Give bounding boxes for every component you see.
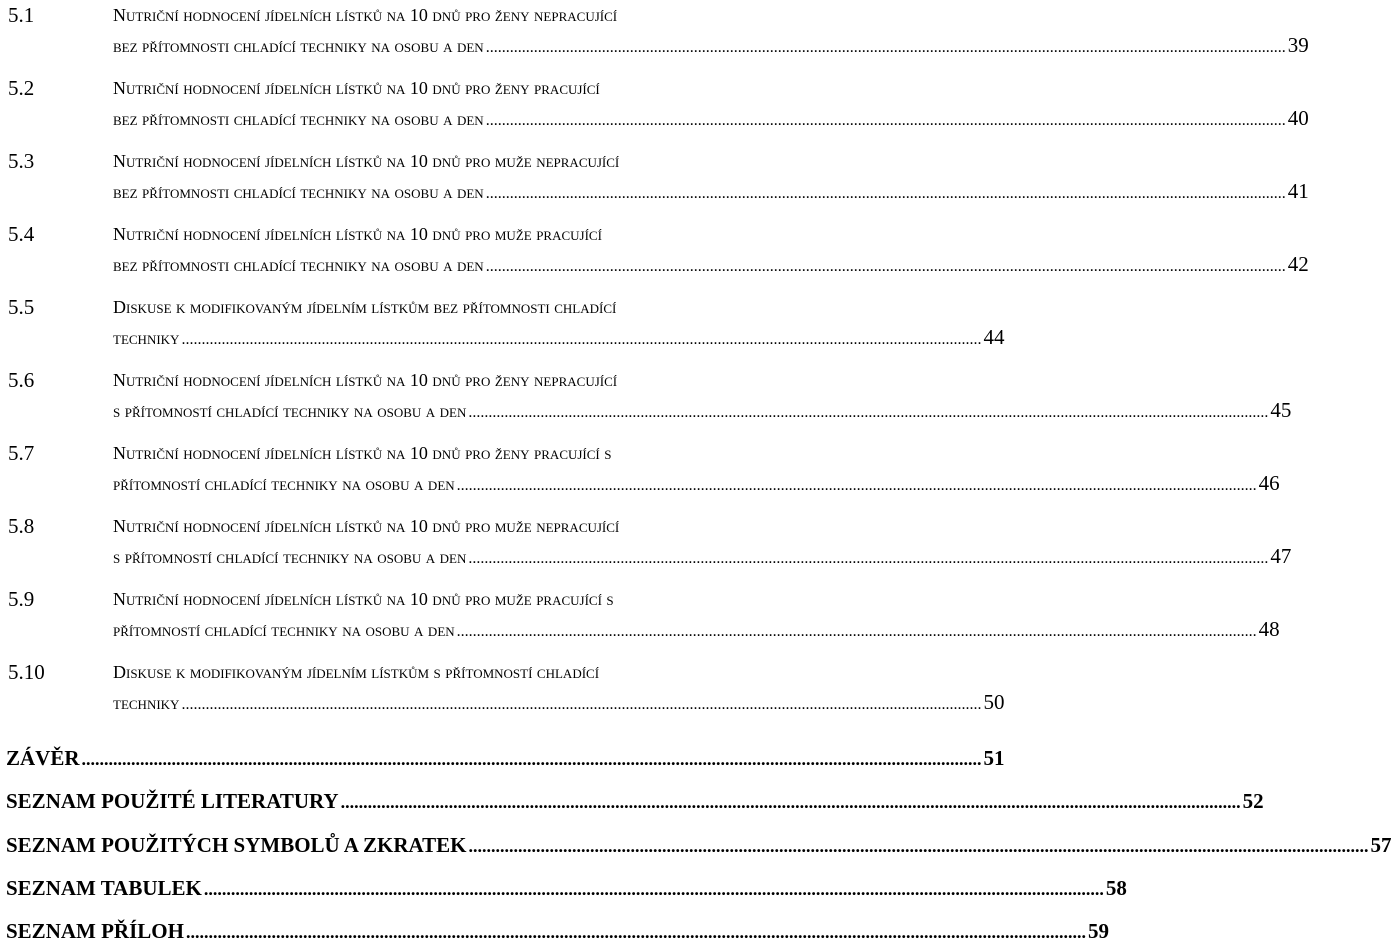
page-number[interactable]: 48 — [1258, 617, 1280, 641]
toc-entry-line — [0, 323, 1005, 351]
chapter-title: SEZNAM POUŽITÝCH SYMBOLŮ A ZKRATEK — [6, 833, 467, 857]
section-title: Diskuse k modifikovaným jídelním lístkům s přítomností chladící — [113, 662, 600, 682]
toc-entry-line — [0, 917, 1109, 945]
toc-entry-line — [0, 542, 1292, 570]
toc-entry-line — [0, 688, 1005, 716]
section-title-continued: bez přítomnosti chladící techniky na osobu a den — [113, 109, 484, 129]
section-title-continued: přítomností chladící techniky na osobu a den — [113, 620, 455, 640]
section-title: Nutriční hodnocení jídelních lístků na 10 dnů pro muže nepracující — [113, 516, 620, 536]
toc-entry-line — [0, 831, 1392, 859]
page-number[interactable]: 44 — [983, 325, 1005, 349]
section-title: Nutriční hodnocení jídelních lístků na 10 dnů pro ženy pracující s — [113, 443, 612, 463]
page-number[interactable]: 46 — [1258, 471, 1280, 495]
dot-leader: ........................................................................................................................................................................................................ — [181, 331, 982, 348]
page-number[interactable]: 52 — [1242, 789, 1264, 813]
chapter-title: SEZNAM TABULEK — [6, 876, 202, 900]
page-number[interactable]: 51 — [983, 746, 1005, 770]
section-title: Nutriční hodnocení jídelních lístků na 10 dnů pro muže nepracující — [113, 151, 620, 171]
toc-entry-line — [0, 104, 1309, 132]
toc-entry-line — [0, 585, 960, 613]
page-number[interactable]: 40 — [1287, 106, 1309, 130]
section-number: 5.8 — [8, 514, 35, 538]
section-title-continued: techniky — [113, 328, 180, 348]
toc-entry-line — [0, 250, 1309, 278]
toc-entry-line — [0, 293, 960, 321]
dot-leader: ........................................................................................................................................................................................................ — [340, 792, 1241, 812]
toc-entry-line — [0, 366, 960, 394]
toc-entry-line — [0, 512, 960, 540]
section-title: Nutriční hodnocení jídelních lístků na 10 dnů pro ženy nepracující — [113, 370, 618, 390]
dot-leader: ........................................................................................................................................................................................................ — [485, 258, 1286, 275]
section-number: 5.5 — [8, 295, 35, 319]
section-title-continued: přítomností chladící techniky na osobu a den — [113, 474, 455, 494]
toc-entry-line — [0, 177, 1309, 205]
toc-entry-line — [0, 874, 1127, 902]
dot-leader: ........................................................................................................................................................................................................ — [485, 39, 1286, 56]
section-title: Nutriční hodnocení jídelních lístků na 10 dnů pro ženy pracující — [113, 78, 600, 98]
section-title-continued: bez přítomnosti chladící techniky na osobu a den — [113, 36, 484, 56]
page-number[interactable]: 50 — [983, 690, 1005, 714]
page-number[interactable]: 58 — [1105, 876, 1127, 900]
toc-entry-line — [0, 469, 1280, 497]
dot-leader: ........................................................................................................................................................................................................ — [456, 477, 1257, 494]
dot-leader: ........................................................................................................................................................................................................ — [468, 404, 1269, 421]
toc-entry-line — [0, 74, 960, 102]
dot-leader: ........................................................................................................................................................................................................ — [81, 749, 982, 769]
toc-entry-line — [0, 439, 960, 467]
page-number[interactable]: 42 — [1287, 252, 1309, 276]
page-number[interactable]: 45 — [1270, 398, 1292, 422]
chapter-title: ZÁVĚR — [6, 746, 80, 770]
toc-entry-line — [0, 744, 1005, 772]
section-title: Diskuse k modifikovaným jídelním lístkům bez přítomnosti chladící — [113, 297, 617, 317]
toc-entry-line — [0, 658, 960, 686]
toc-entry-line — [0, 787, 1264, 815]
section-title: Nutriční hodnocení jídelních lístků na 10 dnů pro muže pracující — [113, 224, 602, 244]
toc-entry-line — [0, 31, 1309, 59]
page-number[interactable]: 59 — [1087, 919, 1109, 943]
chapter-title: SEZNAM POUŽITÉ LITERATURY — [6, 789, 339, 813]
page-number[interactable]: 57 — [1370, 833, 1392, 857]
section-number: 5.2 — [8, 76, 35, 100]
toc-entry-line — [0, 147, 960, 175]
section-number: 5.6 — [8, 368, 35, 392]
section-title-continued: s přítomností chladící techniky na osobu a den — [113, 401, 467, 421]
dot-leader: ........................................................................................................................................................................................................ — [203, 879, 1104, 899]
section-title: Nutriční hodnocení jídelních lístků na 10 dnů pro muže pracující s — [113, 589, 614, 609]
section-number: 5.1 — [8, 3, 35, 27]
section-number: 5.4 — [8, 222, 35, 246]
dot-leader: ........................................................................................................................................................................................................ — [485, 185, 1286, 202]
section-title: Nutriční hodnocení jídelních lístků na 10 dnů pro ženy nepracující — [113, 5, 618, 25]
section-title-continued: bez přítomnosti chladící techniky na osobu a den — [113, 255, 484, 275]
section-number: 5.10 — [8, 660, 45, 684]
section-title-continued: s přítomností chladící techniky na osobu a den — [113, 547, 467, 567]
section-number: 5.3 — [8, 149, 35, 173]
toc-entry-line — [0, 220, 960, 248]
chapter-title: SEZNAM PŘÍLOH — [6, 919, 184, 943]
dot-leader: ........................................................................................................................................................................................................ — [468, 836, 1369, 856]
section-title-continued: techniky — [113, 693, 180, 713]
dot-leader: ........................................................................................................................................................................................................ — [181, 696, 982, 713]
dot-leader: ........................................................................................................................................................................................................ — [468, 550, 1269, 567]
dot-leader: ........................................................................................................................................................................................................ — [456, 623, 1257, 640]
section-number: 5.7 — [8, 441, 35, 465]
toc-entry-line — [0, 615, 1280, 643]
page-number[interactable]: 41 — [1287, 179, 1309, 203]
dot-leader: ........................................................................................................................................................................................................ — [185, 922, 1086, 942]
section-number: 5.9 — [8, 587, 35, 611]
dot-leader: ........................................................................................................................................................................................................ — [485, 112, 1286, 129]
page-number[interactable]: 39 — [1287, 33, 1309, 57]
toc-entry-line — [0, 396, 1292, 424]
section-title-continued: bez přítomnosti chladící techniky na osobu a den — [113, 182, 484, 202]
toc-entry-line — [0, 1, 960, 29]
page-number[interactable]: 47 — [1270, 544, 1292, 568]
